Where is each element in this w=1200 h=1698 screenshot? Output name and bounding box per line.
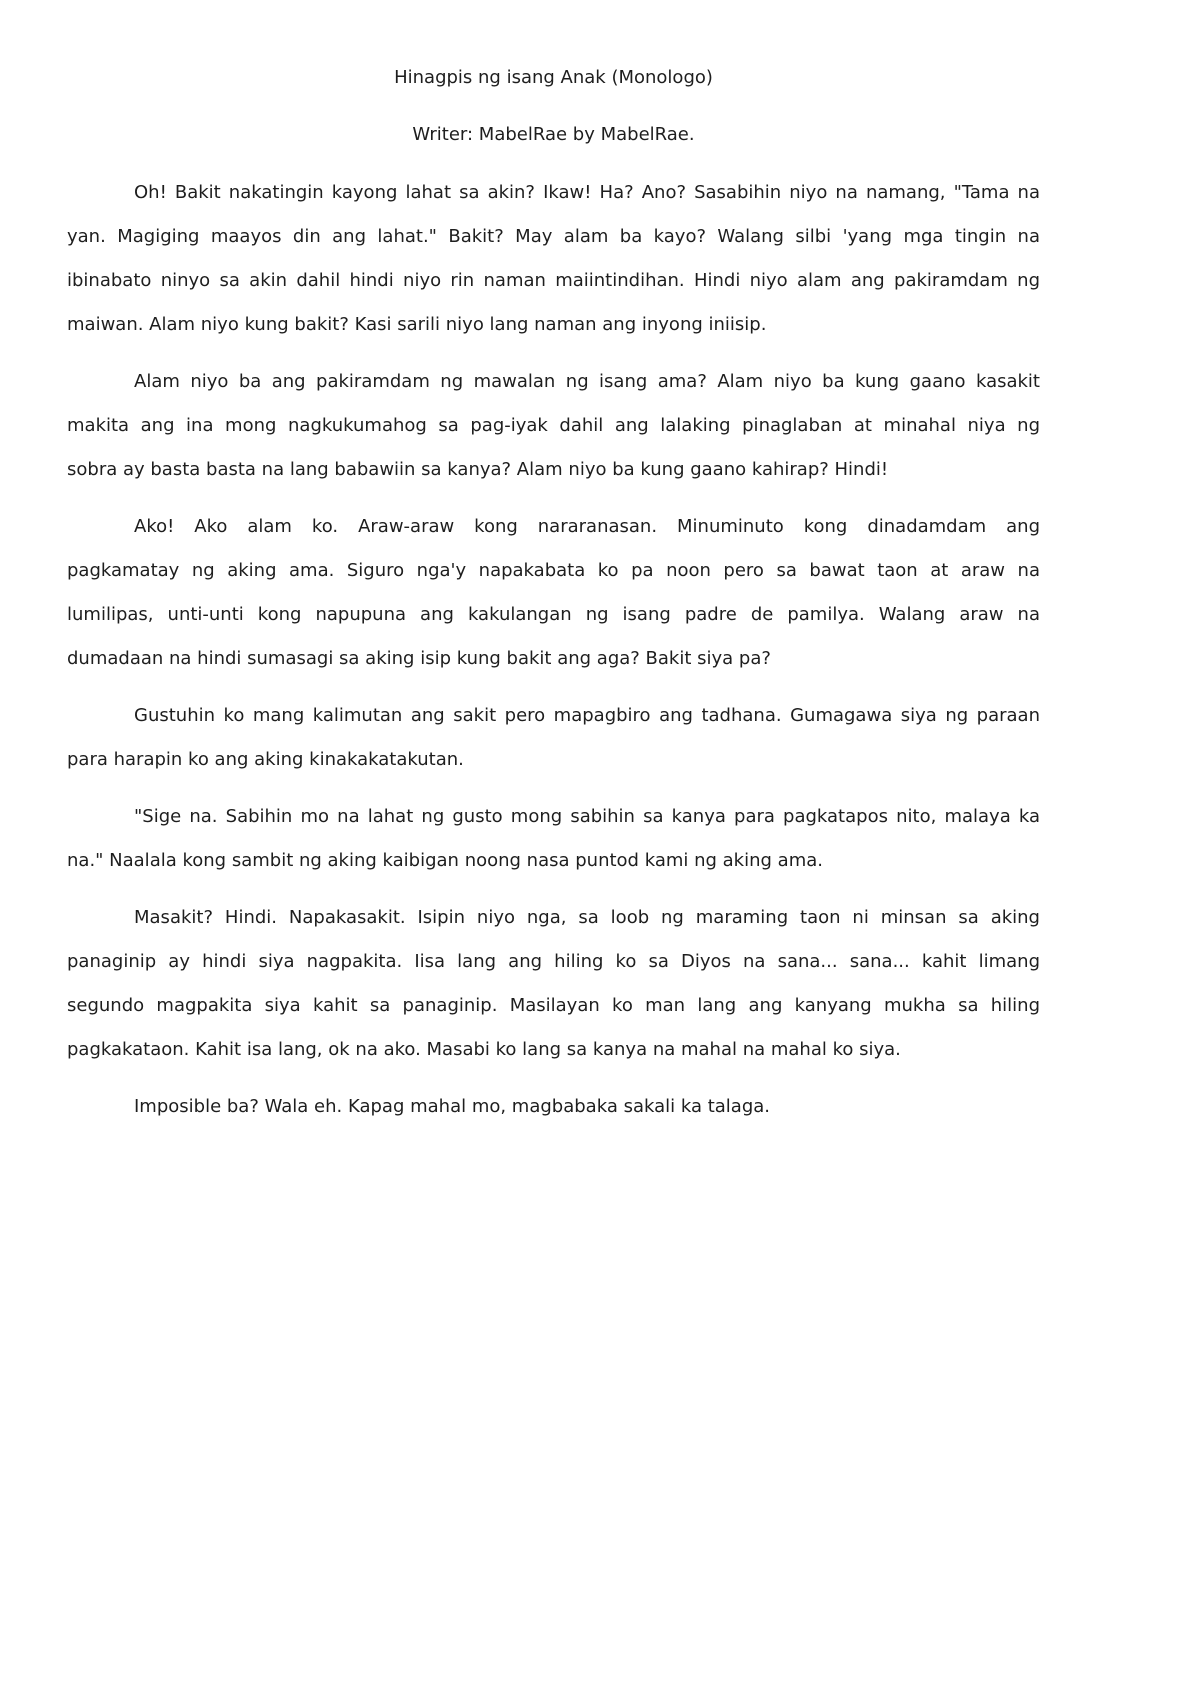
document-title: Hinagpis ng isang Anak (Monologo) <box>394 67 713 88</box>
paragraph-line: "Sige na. Sabihin mo na lahat ng gusto mong sabihin sa kanya para pagkatapos nito, malaya ka <box>134 806 1040 827</box>
paragraph-line: maiwan. Alam niyo kung bakit? Kasi sarili niyo lang naman ang inyong iniisip. <box>67 314 767 335</box>
paragraph-line: dumadaan na hindi sumasagi sa aking isip kung bakit ang aga? Bakit siya pa? <box>67 648 771 669</box>
paragraph-line: makita ang ina mong nagkukumahog sa pag-iyak dahil ang lalaking pinaglaban at minahal niya ng <box>67 415 1040 436</box>
paragraph-line: panaginip ay hindi siya nagpakita. Iisa lang ang hiling ko sa Diyos na sana... sana... kahit limang <box>67 951 1040 972</box>
paragraph-line: para harapin ko ang aking kinakakatakutan. <box>67 749 464 770</box>
paragraph <box>67 360 1040 492</box>
paragraph-line: Ako! Ako alam ko. Araw-araw kong nararanasan. Minuminuto kong dinadamdam ang <box>134 516 1040 537</box>
paragraph-line: yan. Magiging maayos din ang lahat." Bakit? May alam ba kayo? Walang silbi 'yang mga tingin na <box>67 226 1040 247</box>
paragraph-line: Masakit? Hindi. Napakasakit. Isipin niyo nga, sa loob ng maraming taon ni minsan sa aking <box>134 907 1040 928</box>
paragraph-line: lumilipas, unti-unti kong napupuna ang kakulangan ng isang padre de pamilya. Walang araw na <box>67 604 1040 625</box>
paragraph-line: Alam niyo ba ang pakiramdam ng mawalan ng isang ama? Alam niyo ba kung gaano kasakit <box>134 371 1040 392</box>
paragraph-line: Oh! Bakit nakatingin kayong lahat sa akin? Ikaw! Ha? Ano? Sasabihin niyo na namang, "Tama na <box>134 182 1040 203</box>
paragraph-line: segundo magpakita siya kahit sa panaginip. Masilayan ko man lang ang kanyang mukha sa hiling <box>67 995 1040 1016</box>
paragraph <box>67 795 1040 883</box>
paragraph <box>67 505 1040 681</box>
paragraph-line: na." Naalala kong sambit ng aking kaibigan noong nasa puntod kami ng aking ama. <box>67 850 823 871</box>
paragraph <box>67 171 1040 347</box>
paragraph-line: pagkakataon. Kahit isa lang, ok na ako. Masabi ko lang sa kanya na mahal na mahal ko siya. <box>67 1039 901 1060</box>
paragraph-line: ibinabato ninyo sa akin dahil hindi niyo rin naman maiintindihan. Hindi niyo alam ang pakiramdam ng <box>67 270 1040 291</box>
paragraph <box>67 896 1040 1072</box>
paragraph-line: Gustuhin ko mang kalimutan ang sakit pero mapagbiro ang tadhana. Gumagawa siya ng paraan <box>134 705 1040 726</box>
document-writer: Writer: MabelRae by MabelRae. <box>412 124 695 145</box>
paragraph <box>67 1085 1040 1129</box>
paragraph-line: pagkamatay ng aking ama. Siguro nga'y napakabata ko pa noon pero sa bawat taon at araw na <box>67 560 1040 581</box>
paragraph <box>67 694 1040 782</box>
paragraph-line: Imposible ba? Wala eh. Kapag mahal mo, magbabaka sakali ka talaga. <box>134 1096 770 1117</box>
document-body <box>67 171 1040 1129</box>
document-page <box>67 56 1040 1129</box>
paragraph-line: sobra ay basta basta na lang babawiin sa kanya? Alam niyo ba kung gaano kahirap? Hindi! <box>67 459 889 480</box>
